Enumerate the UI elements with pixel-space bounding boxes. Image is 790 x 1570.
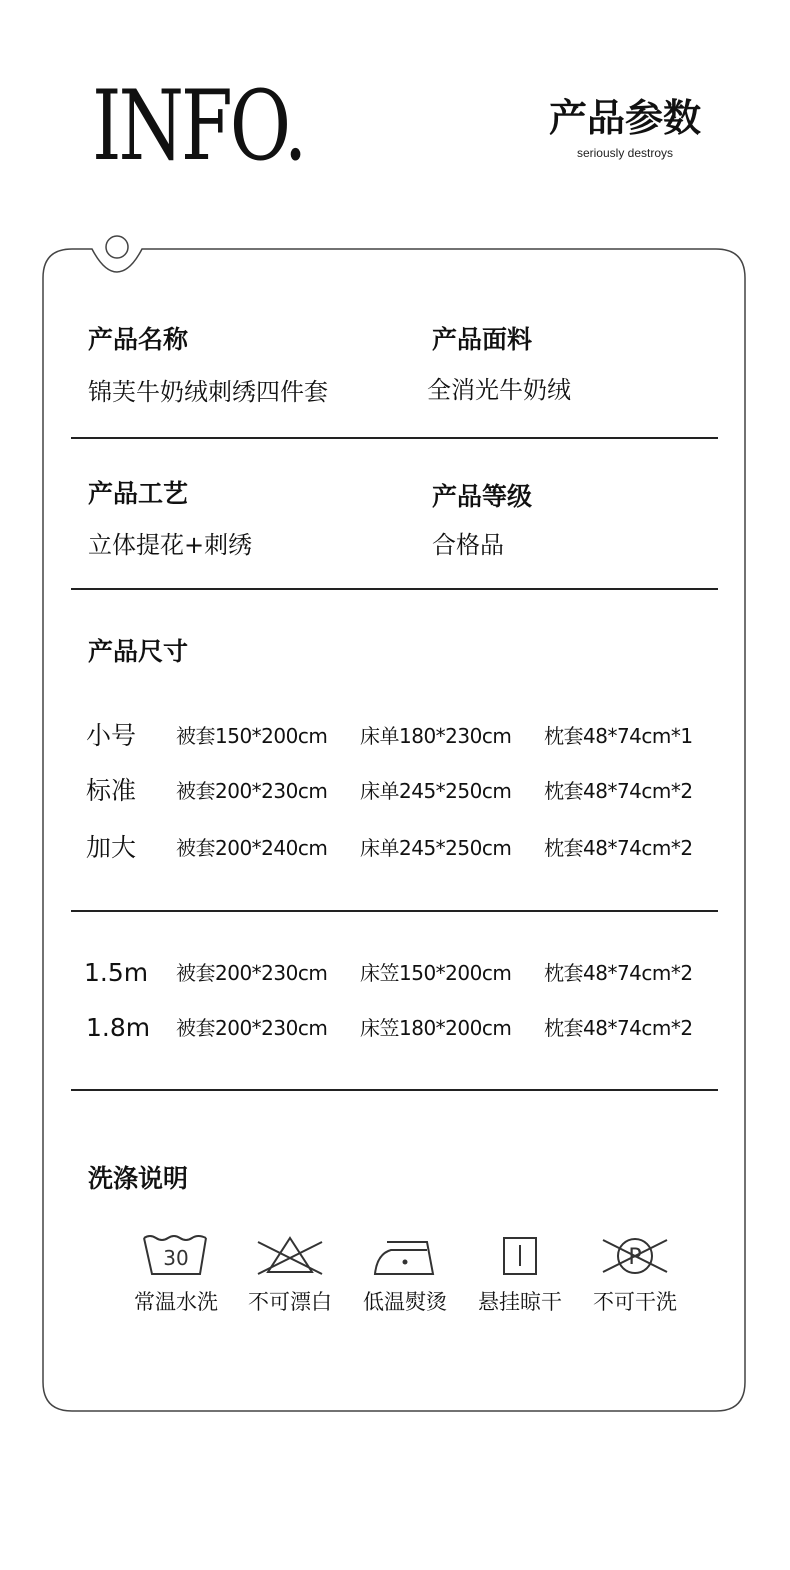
duvet-size: 被套200*230cm bbox=[176, 779, 328, 803]
no-bleach-icon bbox=[254, 1232, 326, 1278]
size-name: 1.8m bbox=[86, 1013, 151, 1042]
duvet-size: 被套200*240cm bbox=[176, 836, 328, 860]
product-fabric-label: 产品面料 bbox=[432, 325, 533, 354]
size-name: 1.5m bbox=[84, 958, 149, 987]
divider-1 bbox=[71, 437, 718, 439]
page-title: 产品参数 bbox=[548, 96, 701, 140]
pillowcase-size: 枕套48*74cm*1 bbox=[544, 724, 693, 748]
tag-hole bbox=[106, 236, 128, 258]
product-name-label: 产品名称 bbox=[88, 325, 189, 354]
fitted-sheet-size: 床笠180*200cm bbox=[360, 1016, 512, 1040]
size-name: 加大 bbox=[86, 833, 137, 862]
divider-2 bbox=[71, 588, 718, 590]
product-grade-value: 合格品 bbox=[432, 531, 504, 559]
divider-3 bbox=[71, 910, 718, 912]
sheet-size: 床单245*250cm bbox=[360, 779, 512, 803]
logo-text: INFO. bbox=[92, 70, 305, 182]
product-craft-value: 立体提花+刺绣 bbox=[88, 531, 253, 559]
pillowcase-size: 枕套48*74cm*2 bbox=[544, 779, 693, 803]
page-subtitle: seriously destroys bbox=[576, 146, 674, 160]
dry-clean-letter: P bbox=[628, 1245, 642, 1270]
sheet-size: 床单245*250cm bbox=[360, 836, 512, 860]
low-iron-icon bbox=[369, 1232, 441, 1278]
pillowcase-size: 枕套48*74cm*2 bbox=[544, 836, 693, 860]
wash-temp: 30 bbox=[163, 1246, 189, 1270]
wash-30-icon bbox=[140, 1232, 212, 1278]
wash-label-normal: 常温水洗 bbox=[134, 1290, 218, 1314]
fitted-sheet-size: 床笠150*200cm bbox=[360, 961, 512, 985]
no-dry-clean-icon bbox=[599, 1232, 671, 1278]
product-grade-label: 产品等级 bbox=[432, 482, 533, 511]
sheet-size: 床单180*230cm bbox=[360, 724, 512, 748]
wash-item-low-iron bbox=[350, 1232, 460, 1316]
size-row-1-8m bbox=[86, 1010, 726, 1046]
wash-item-normal bbox=[121, 1232, 231, 1316]
product-fabric-value: 全消光牛奶绒 bbox=[427, 376, 571, 404]
wash-item-no-dry-clean bbox=[580, 1232, 690, 1316]
size-name: 小号 bbox=[86, 721, 137, 750]
wash-item-no-bleach bbox=[235, 1232, 345, 1316]
wash-label-low-iron: 低温熨烫 bbox=[363, 1290, 447, 1314]
duvet-size: 被套200*230cm bbox=[176, 1016, 328, 1040]
size-row-standard bbox=[86, 773, 726, 809]
size-row-large bbox=[86, 830, 726, 866]
size-name: 标准 bbox=[86, 776, 137, 805]
wash-label-hang-dry: 悬挂晾干 bbox=[478, 1290, 562, 1314]
size-row-small bbox=[86, 718, 726, 754]
wash-item-hang-dry bbox=[465, 1232, 575, 1316]
duvet-size: 被套150*200cm bbox=[176, 724, 328, 748]
hang-dry-icon bbox=[484, 1232, 556, 1278]
duvet-size: 被套200*230cm bbox=[176, 961, 328, 985]
wash-label: 洗涤说明 bbox=[88, 1164, 189, 1193]
wash-label-no-bleach: 不可漂白 bbox=[248, 1290, 332, 1314]
pillowcase-size: 枕套48*74cm*2 bbox=[544, 961, 693, 985]
pillowcase-size: 枕套48*74cm*2 bbox=[544, 1016, 693, 1040]
product-name-value: 锦芙牛奶绒刺绣四件套 bbox=[88, 378, 328, 406]
product-size-label: 产品尺寸 bbox=[88, 637, 189, 666]
size-row-1-5m bbox=[86, 955, 726, 991]
divider-4 bbox=[71, 1089, 718, 1091]
wash-label-no-dry-clean: 不可干洗 bbox=[593, 1290, 677, 1314]
product-craft-label: 产品工艺 bbox=[88, 479, 189, 508]
